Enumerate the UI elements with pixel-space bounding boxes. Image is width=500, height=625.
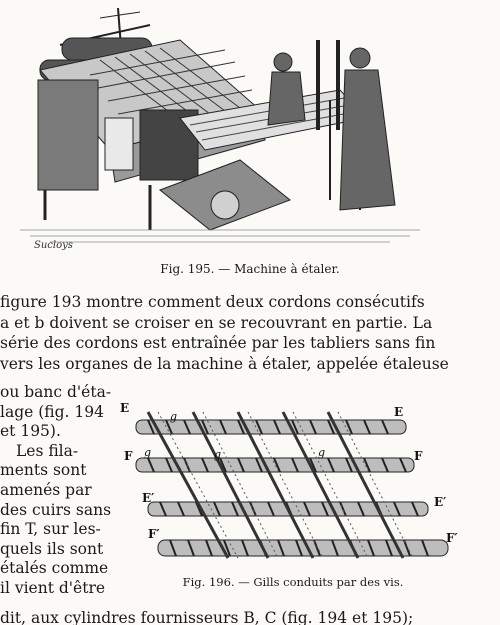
label-F-right: F — [414, 449, 423, 463]
label-g: g — [318, 446, 326, 459]
paragraph-line: série des cordons est entraînée par les tabliers sans fin — [0, 334, 436, 352]
main-paragraph — [0, 292, 500, 374]
label-F-left: F — [124, 449, 133, 463]
narrow-line: amenés par — [0, 480, 92, 499]
gills-diagram — [118, 398, 468, 574]
label-g: g — [170, 410, 178, 423]
paragraph-line: figure 193 montre comment deux cordons consécutifs — [0, 293, 425, 311]
narrow-line: fin T, sur les- — [0, 520, 101, 539]
narrow-line: étalés comme — [0, 559, 109, 578]
narrow-line: ments sont — [0, 461, 87, 480]
bottom-text-line: dit, aux cylindres fournisseurs B, C (fig. 194 et 195); — [0, 609, 414, 625]
machine-engraving — [0, 0, 500, 258]
label-E-left: E — [120, 401, 130, 415]
label-F-prime-right: F′ — [446, 531, 458, 545]
label-F-prime-left: F′ — [148, 527, 160, 541]
paragraph-line: a et b doivent se croiser en se recouvrant en partie. La — [0, 313, 433, 332]
label-E-prime-left: E′ — [142, 491, 155, 505]
figure-195 — [0, 0, 500, 258]
narrow-line: et 195). — [0, 422, 61, 441]
figure-196-caption: Fig. 196. — Gills conduits par des vis. — [182, 575, 404, 589]
narrow-column-text — [0, 383, 112, 599]
engraver-signature: Sucloys — [34, 240, 73, 251]
narrow-line: Les fila- — [16, 441, 79, 460]
figure-196 — [118, 398, 468, 574]
figure-195-caption: Fig. 195. — Machine à étaler. — [160, 262, 340, 276]
narrow-line: lage (fig. 194 — [0, 402, 104, 421]
narrow-line: ou banc d'éta- — [0, 383, 112, 401]
narrow-line: des cuirs sans — [0, 500, 112, 519]
label-E-right: E — [394, 405, 404, 419]
label-E-prime-right: E′ — [434, 495, 447, 509]
narrow-line: quels ils sont — [0, 539, 104, 558]
label-g: g — [144, 446, 152, 459]
narrow-line: il vient d'être — [0, 578, 106, 597]
paragraph-line: vers les organes de la machine à étaler, appelée étaleuse — [0, 354, 449, 373]
label-g: g — [214, 448, 222, 461]
